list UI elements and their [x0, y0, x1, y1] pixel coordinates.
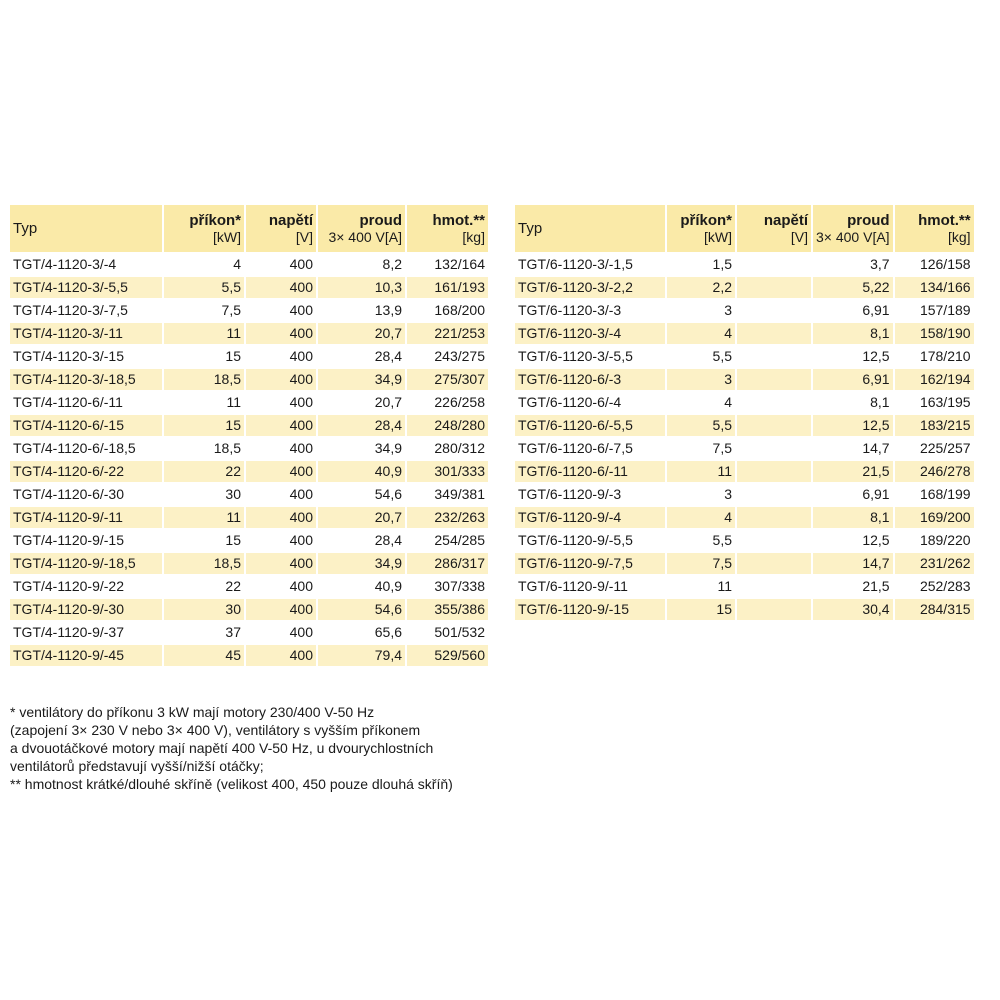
cell-typ: TGT/4-1120-9/-11 [10, 507, 162, 528]
cell-hmot: 168/199 [919, 486, 971, 502]
cell-napeti [737, 461, 811, 482]
cell-hmot: 162/194 [895, 369, 974, 390]
table-row [10, 323, 488, 344]
cell-proud: 30,4 [813, 599, 893, 620]
header-typ: Typ [515, 205, 665, 252]
cell-proud: 20,7 [318, 323, 405, 344]
cell-napeti: 400 [246, 599, 316, 620]
cell-prikon: 18,5 [164, 553, 244, 574]
table-row [515, 576, 974, 597]
cell-napeti [737, 415, 811, 436]
cell-napeti [737, 346, 811, 367]
table-row [10, 576, 488, 597]
cell-typ: TGT/4-1120-6/-30 [13, 486, 125, 502]
cell-hmot: 161/193 [407, 277, 488, 298]
cell-typ: TGT/6-1120-6/-7,5 [518, 440, 633, 456]
cell-proud: 5,22 [813, 277, 893, 298]
cell-hmot: 189/220 [919, 532, 971, 548]
header-hmot [407, 205, 488, 252]
cell-proud: 54,6 [374, 486, 402, 502]
cell-hmot: 275/307 [407, 369, 488, 390]
cell-proud: 8,2 [382, 256, 402, 272]
cell-prikon: 11 [667, 461, 735, 482]
header-hmot-unit: [kg] [462, 228, 485, 245]
cell-proud: 12,5 [813, 415, 893, 436]
table-row [10, 415, 488, 436]
cell-typ: TGT/4-1120-3/-15 [13, 348, 125, 364]
cell-hmot: 246/278 [895, 461, 974, 482]
header-hmot-label: hmot.** [918, 211, 971, 229]
cell-hmot: 157/189 [919, 302, 971, 318]
table-row [515, 254, 974, 275]
table-row [515, 415, 974, 436]
table-header-row [515, 205, 974, 252]
table-row [10, 300, 488, 321]
cell-napeti: 400 [289, 624, 313, 640]
cell-typ: TGT/4-1120-3/-18,5 [10, 369, 162, 390]
header-prikon-label: příkon* [680, 211, 732, 229]
cell-typ: TGT/4-1120-3/-7,5 [13, 302, 128, 318]
table-row [515, 438, 974, 459]
cell-proud: 14,7 [862, 440, 890, 456]
cell-proud: 14,7 [813, 553, 893, 574]
cell-hmot: 501/532 [434, 624, 485, 640]
cell-napeti: 400 [246, 461, 316, 482]
cell-napeti [737, 484, 811, 505]
cell-typ: TGT/6-1120-9/-4 [515, 507, 665, 528]
footnote-line: a dvouotáčkové motory mají napětí 400 V-50 Hz, u dvourychlostních [10, 740, 434, 756]
table-row [10, 599, 488, 620]
cell-napeti: 400 [246, 645, 316, 666]
cell-prikon: 7,5 [667, 553, 735, 574]
cell-prikon: 3 [724, 302, 732, 318]
cell-proud: 34,9 [318, 553, 405, 574]
table-row [10, 645, 488, 666]
header-proud [318, 205, 405, 252]
cell-proud: 34,9 [374, 440, 402, 456]
cell-napeti: 400 [289, 348, 313, 364]
cell-hmot: 158/190 [895, 323, 974, 344]
cell-proud: 40,9 [318, 461, 405, 482]
cell-typ: TGT/6-1120-3/-3 [518, 302, 622, 318]
header-proud-label: proud [359, 211, 402, 229]
table-row [515, 461, 974, 482]
header-hmot [895, 205, 974, 252]
cell-prikon: 7,5 [221, 302, 241, 318]
cell-hmot: 355/386 [407, 599, 488, 620]
cell-proud: 8,1 [813, 507, 893, 528]
cell-prikon: 5,5 [712, 532, 732, 548]
cell-typ: TGT/4-1120-9/-22 [13, 578, 125, 594]
cell-hmot: 183/215 [895, 415, 974, 436]
cell-hmot: 126/158 [919, 256, 971, 272]
cell-hmot: 243/275 [434, 348, 485, 364]
cell-prikon: 1,5 [712, 256, 732, 272]
cell-prikon: 22 [225, 578, 241, 594]
cell-prikon: 15 [667, 599, 735, 620]
table-row [10, 392, 488, 413]
cell-prikon: 45 [164, 645, 244, 666]
cell-proud: 12,5 [862, 532, 890, 548]
cell-napeti [737, 599, 811, 620]
cell-hmot: 254/285 [434, 532, 485, 548]
cell-prikon: 4 [667, 323, 735, 344]
cell-typ: TGT/4-1120-3/-11 [10, 323, 162, 344]
table-row [10, 369, 488, 390]
cell-proud: 20,7 [374, 394, 402, 410]
header-proud-unit: 3× 400 V[A] [816, 228, 890, 245]
cell-prikon: 4 [667, 507, 735, 528]
cell-typ: TGT/4-1120-6/-22 [10, 461, 162, 482]
cell-typ: TGT/6-1120-9/-11 [518, 578, 628, 594]
cell-napeti: 400 [289, 486, 313, 502]
cell-typ: TGT/6-1120-3/-5,5 [518, 348, 633, 364]
table-row [10, 277, 488, 298]
header-proud-unit: 3× 400 V[A] [328, 228, 402, 245]
cell-typ: TGT/6-1120-3/-1,5 [518, 256, 633, 272]
header-napeti-unit: [V] [790, 228, 808, 245]
cell-napeti: 400 [289, 256, 313, 272]
cell-proud: 28,4 [374, 532, 402, 548]
cell-proud: 8,1 [870, 394, 890, 410]
cell-proud: 34,9 [318, 369, 405, 390]
cell-napeti [737, 300, 811, 321]
cell-hmot: 134/166 [895, 277, 974, 298]
cell-napeti [737, 438, 811, 459]
table-row [515, 300, 974, 321]
cell-prikon: 18,5 [164, 369, 244, 390]
cell-prikon: 5,5 [667, 415, 735, 436]
cell-napeti: 400 [289, 440, 313, 456]
header-proud [813, 205, 893, 252]
cell-napeti [737, 576, 811, 597]
cell-proud: 13,9 [374, 302, 402, 318]
cell-prikon: 7,5 [712, 440, 732, 456]
cell-napeti [737, 254, 811, 275]
cell-hmot: 286/317 [407, 553, 488, 574]
table-row [515, 484, 974, 505]
cell-proud: 28,4 [318, 415, 405, 436]
table-row [10, 553, 488, 574]
cell-proud: 8,1 [813, 323, 893, 344]
cell-typ: TGT/6-1120-9/-7,5 [515, 553, 665, 574]
cell-prikon: 22 [164, 461, 244, 482]
cell-proud: 21,5 [813, 461, 893, 482]
table-row [10, 622, 488, 643]
header-prikon [667, 205, 735, 252]
cell-napeti [737, 369, 811, 390]
cell-prikon: 2,2 [667, 277, 735, 298]
cell-napeti: 400 [289, 578, 313, 594]
cell-proud: 79,4 [318, 645, 405, 666]
left-spec-table [8, 203, 490, 668]
cell-prikon: 37 [225, 624, 241, 640]
footnotes [10, 703, 453, 793]
cell-typ: TGT/6-1120-9/-15 [515, 599, 665, 620]
cell-proud: 10,3 [318, 277, 405, 298]
cell-hmot: 252/283 [919, 578, 971, 594]
cell-napeti [737, 277, 811, 298]
cell-proud: 20,7 [318, 507, 405, 528]
table-row [10, 507, 488, 528]
cell-hmot: 168/200 [434, 302, 485, 318]
cell-napeti: 400 [289, 302, 313, 318]
header-napeti [246, 205, 316, 252]
cell-hmot: 221/253 [407, 323, 488, 344]
cell-prikon: 4 [724, 394, 732, 410]
cell-hmot: 307/338 [434, 578, 485, 594]
table-row [515, 346, 974, 367]
header-napeti-label: napětí [763, 211, 808, 229]
cell-napeti [737, 553, 811, 574]
footnote-line: (zapojení 3× 230 V nebo 3× 400 V), ventilátory s vyšším příkonem [10, 722, 421, 738]
cell-prikon: 3 [667, 369, 735, 390]
cell-prikon: 4 [233, 256, 241, 272]
cell-proud: 6,91 [862, 302, 890, 318]
header-prikon-unit: [kW] [704, 228, 732, 245]
table-row [10, 461, 488, 482]
cell-typ: TGT/6-1120-9/-5,5 [518, 532, 633, 548]
cell-typ: TGT/4-1120-3/-5,5 [10, 277, 162, 298]
cell-typ: TGT/4-1120-9/-45 [10, 645, 162, 666]
cell-hmot: 301/333 [407, 461, 488, 482]
cell-hmot: 163/195 [919, 394, 971, 410]
cell-hmot: 529/560 [407, 645, 488, 666]
cell-typ: TGT/6-1120-6/-4 [518, 394, 622, 410]
cell-proud: 6,91 [862, 486, 890, 502]
cell-proud: 40,9 [374, 578, 402, 594]
cell-hmot: 132/164 [434, 256, 485, 272]
cell-prikon: 18,5 [213, 440, 241, 456]
table-row [10, 484, 488, 505]
cell-typ: TGT/4-1120-6/-18,5 [13, 440, 136, 456]
footnote-line: ventilátorů představují vyšší/nižší otáčky; [10, 758, 264, 774]
header-napeti-label: napětí [268, 211, 313, 229]
header-napeti-unit: [V] [295, 228, 313, 245]
cell-typ: TGT/4-1120-9/-15 [13, 532, 125, 548]
table-row [515, 323, 974, 344]
table-row [10, 346, 488, 367]
cell-prikon: 11 [164, 507, 244, 528]
cell-typ: TGT/6-1120-3/-2,2 [515, 277, 665, 298]
table-header-row [10, 205, 488, 252]
cell-typ: TGT/4-1120-9/-30 [10, 599, 162, 620]
header-napeti [737, 205, 811, 252]
cell-prikon: 15 [164, 415, 244, 436]
cell-proud: 6,91 [813, 369, 893, 390]
cell-hmot: 284/315 [895, 599, 974, 620]
cell-typ: TGT/4-1120-6/-11 [13, 394, 123, 410]
cell-prikon: 3 [724, 486, 732, 502]
cell-napeti: 400 [246, 553, 316, 574]
cell-prikon: 5,5 [164, 277, 244, 298]
cell-napeti [737, 323, 811, 344]
cell-typ: TGT/4-1120-3/-4 [13, 256, 117, 272]
cell-hmot: 225/257 [919, 440, 971, 456]
table-row [515, 369, 974, 390]
table-row [515, 530, 974, 551]
cell-typ: TGT/6-1120-6/-11 [515, 461, 665, 482]
header-hmot-unit: [kg] [947, 228, 971, 245]
cell-typ: TGT/4-1120-9/-37 [13, 624, 125, 640]
table-row [10, 530, 488, 551]
cell-prikon: 30 [164, 599, 244, 620]
cell-typ: TGT/6-1120-3/-4 [515, 323, 665, 344]
header-prikon-unit: [kW] [213, 228, 241, 245]
cell-napeti: 400 [246, 323, 316, 344]
cell-napeti: 400 [246, 507, 316, 528]
cell-hmot: 231/262 [895, 553, 974, 574]
header-typ: Typ [10, 205, 162, 252]
cell-prikon: 11 [164, 323, 244, 344]
cell-proud: 12,5 [862, 348, 890, 364]
cell-napeti: 400 [289, 394, 313, 410]
cell-prikon: 11 [226, 394, 241, 410]
cell-hmot: 226/258 [434, 394, 485, 410]
cell-prikon: 30 [225, 486, 241, 502]
cell-proud: 65,6 [374, 624, 402, 640]
table-row [515, 599, 974, 620]
cell-prikon: 5,5 [712, 348, 732, 364]
header-hmot-label: hmot.** [432, 211, 485, 229]
cell-napeti [737, 507, 811, 528]
cell-typ: TGT/4-1120-9/-18,5 [10, 553, 162, 574]
right-spec-table [513, 203, 976, 622]
table-row [10, 438, 488, 459]
cell-hmot: 248/280 [407, 415, 488, 436]
cell-hmot: 169/200 [895, 507, 974, 528]
cell-napeti [737, 530, 811, 551]
footnote-line: ** hmotnost krátké/dlouhé skříně (velikost 400, 450 pouze dlouhá skříň) [10, 776, 453, 792]
cell-hmot: 280/312 [434, 440, 485, 456]
cell-napeti: 400 [246, 277, 316, 298]
footnote-line: * ventilátory do příkonu 3 kW mají motory 230/400 V-50 Hz [10, 704, 375, 720]
cell-hmot: 232/263 [407, 507, 488, 528]
cell-proud: 54,6 [318, 599, 405, 620]
cell-typ: TGT/6-1120-9/-3 [518, 486, 622, 502]
cell-napeti: 400 [289, 532, 313, 548]
table-row [515, 277, 974, 298]
cell-proud: 3,7 [870, 256, 890, 272]
table-row [515, 392, 974, 413]
header-prikon-label: příkon* [189, 211, 241, 229]
cell-napeti [737, 392, 811, 413]
cell-napeti: 400 [246, 369, 316, 390]
cell-prikon: 15 [225, 348, 241, 364]
cell-hmot: 178/210 [919, 348, 971, 364]
cell-proud: 28,4 [374, 348, 402, 364]
cell-proud: 21,5 [862, 578, 890, 594]
cell-hmot: 349/381 [434, 486, 485, 502]
cell-typ: TGT/6-1120-6/-3 [515, 369, 665, 390]
header-proud-label: proud [847, 211, 890, 229]
table-row [10, 254, 488, 275]
cell-typ: TGT/4-1120-6/-15 [10, 415, 162, 436]
cell-typ: TGT/6-1120-6/-5,5 [515, 415, 665, 436]
cell-prikon: 15 [225, 532, 241, 548]
header-prikon [164, 205, 244, 252]
cell-napeti: 400 [246, 415, 316, 436]
table-row [515, 507, 974, 528]
cell-prikon: 11 [717, 578, 732, 594]
table-row [515, 553, 974, 574]
